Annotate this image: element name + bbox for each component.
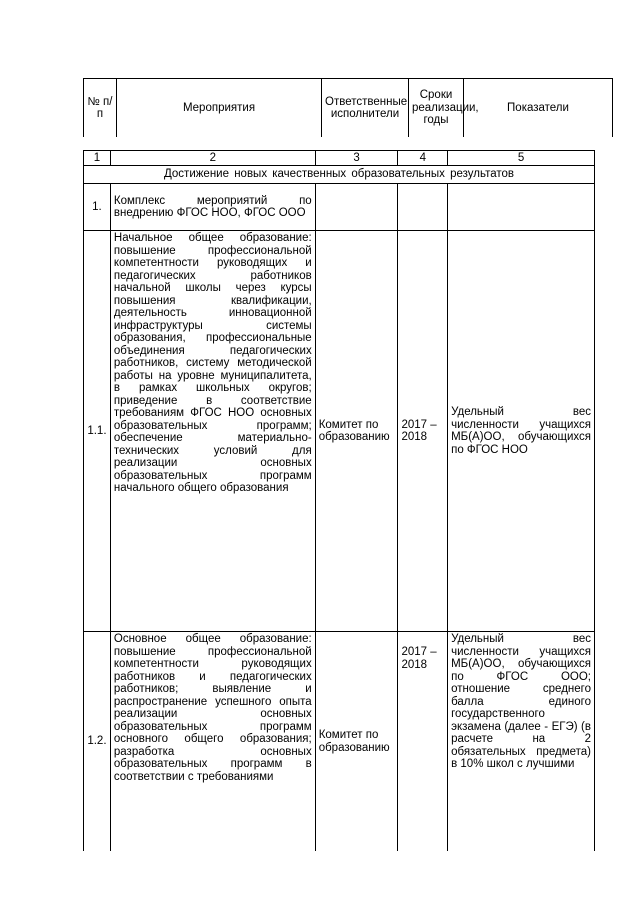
header-indicators: Показатели — [464, 79, 613, 138]
section-title: Достижение новых качественных образовательных результатов — [84, 166, 595, 184]
table-row — [84, 184, 595, 231]
header-responsible: Ответственные исполнители — [322, 79, 409, 138]
header-activities: Мероприятия — [117, 79, 322, 138]
row-period: 2017 – 2018 — [398, 231, 448, 632]
row-number: 1.2. — [84, 632, 111, 852]
column-number: 5 — [448, 151, 595, 166]
row-number: 1. — [84, 184, 111, 231]
row-indicators — [448, 184, 595, 231]
row-responsible — [315, 184, 398, 231]
row-activity: Комплекс мероприятий по внедрению ФГОС НОО, ФГОС ООО — [110, 184, 315, 231]
column-number-row — [84, 151, 595, 166]
table-row — [84, 632, 595, 852]
section-row — [84, 166, 595, 184]
row-responsible: Комитет по образованию — [315, 632, 398, 852]
activities-table — [83, 150, 595, 851]
row-activity: Начальное общее образование: повышение профессиональной компетентности руководящих и педагогических работников начальной школы через курсы повышения квалификации, деятельность инновационной инфраструктуры системы образования, профессиональные объединения педагогических работников, систему методической работы на уровне муниципалитета, в рамках школьных округов; приведение в соответствие требованиям ФГОС НОО основных образовательных программ; обеспечение материально-технических условий для реализации основных образовательных программ начального общего образования — [110, 231, 315, 632]
row-number: 1.1. — [84, 231, 111, 632]
header-period: Сроки реализации, годы — [409, 79, 464, 138]
row-activity: Основное общее образование: повышение профессиональной компетентности руководящих работников и педагогических работников; выявление и распространение успешного опыта реализации основных образовательных программ основного общего образования; разработка основных образовательных программ в соответствии с требованиями — [110, 632, 315, 852]
table-header — [83, 78, 613, 137]
column-number: 2 — [110, 151, 315, 166]
column-number: 1 — [84, 151, 111, 166]
column-number: 4 — [398, 151, 448, 166]
row-indicators: Удельный вес численности учащихся МБ(А)ОО, обучающихся по ФГОС НОО — [448, 231, 595, 632]
header-number: № п/п — [84, 79, 117, 138]
row-period — [398, 184, 448, 231]
column-number: 3 — [315, 151, 398, 166]
row-responsible: Комитет по образованию — [315, 231, 398, 632]
table-row — [84, 231, 595, 632]
row-period: 2017 – 2018 — [398, 632, 448, 852]
row-indicators: Удельный вес численности учащихся МБ(А)ОО, обучающихся по ФГОС ООО; отношение среднего балла единого государственного экзамена (далее - ЕГЭ) (в расчете на 2 обязательных предмета) в 10% школ с лучшими — [448, 632, 595, 852]
